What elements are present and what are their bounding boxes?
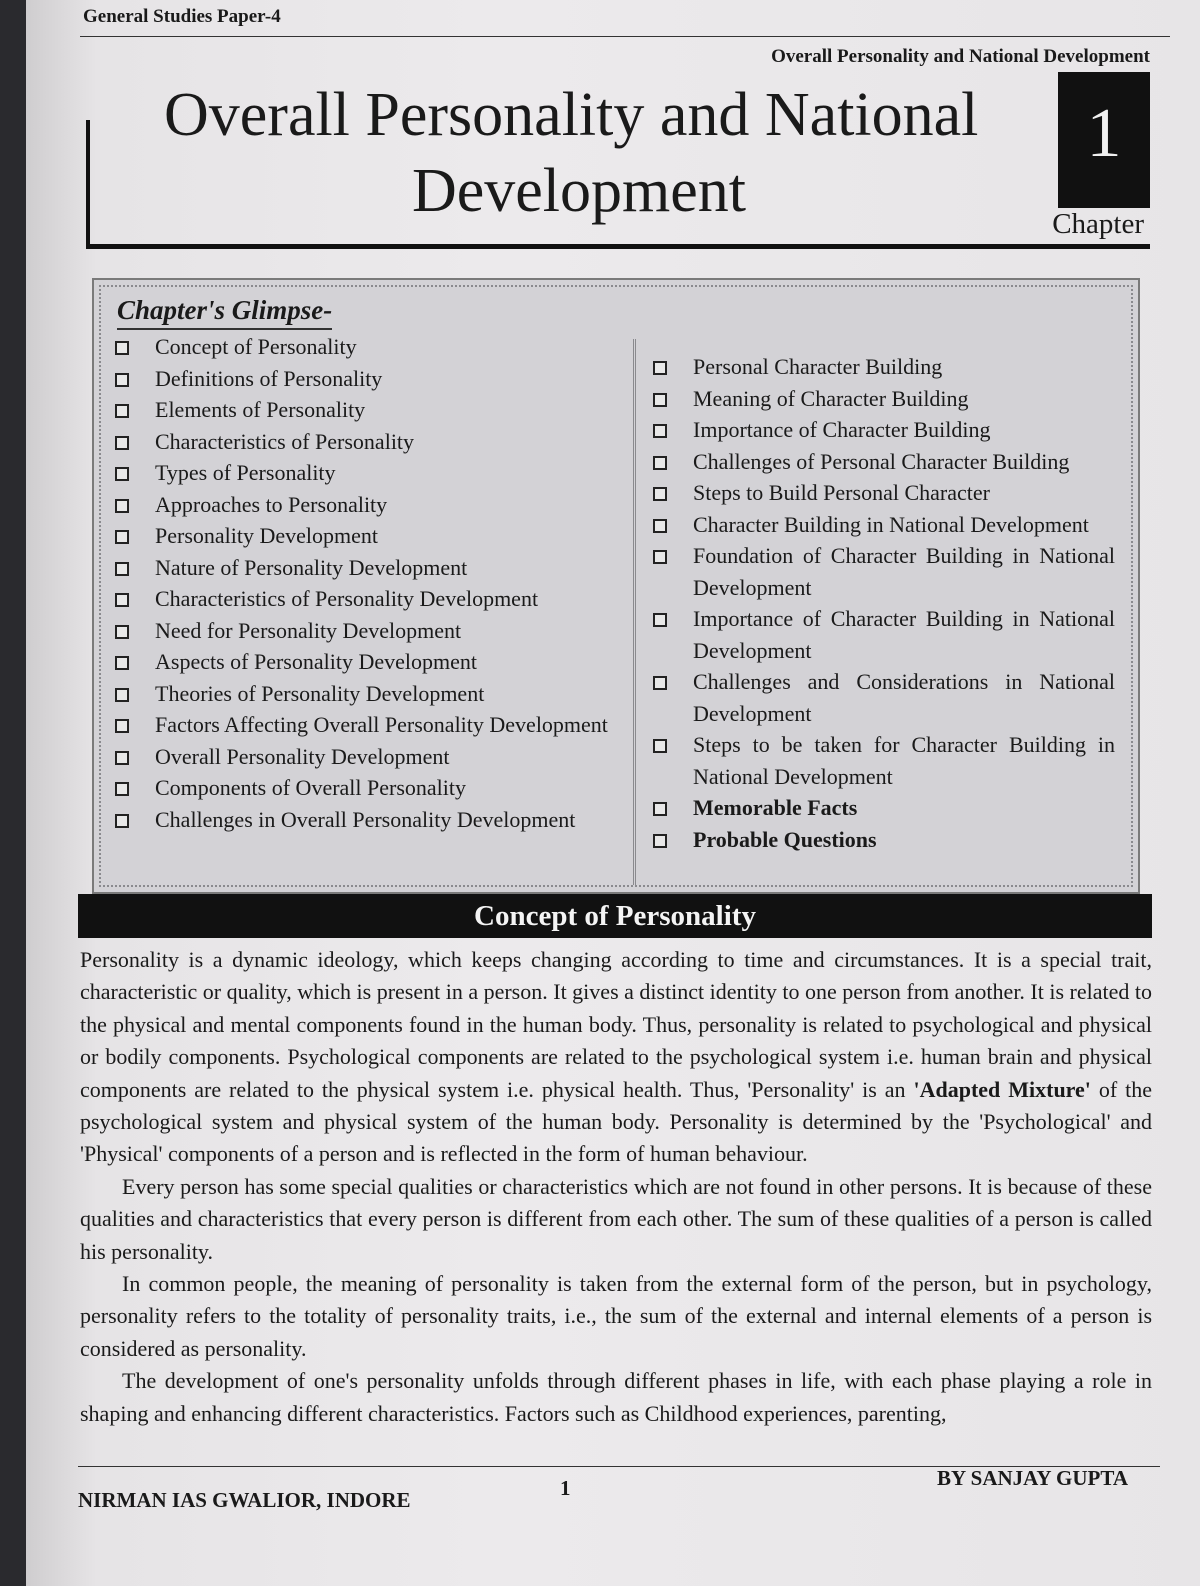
glimpse-list-item	[109, 426, 629, 458]
title-border-bottom	[86, 244, 1150, 249]
glimpse-item-label: Challenges of Personal Character Building	[693, 448, 1070, 474]
glimpse-item-label: Approaches to Personality	[155, 491, 388, 517]
glimpse-item-label: Memorable Facts	[693, 795, 858, 820]
checkbox-bullet-icon	[115, 688, 129, 702]
checkbox-bullet-icon	[115, 404, 129, 418]
glimpse-list-item	[109, 709, 629, 741]
running-header-right: Overall Personality and National Development	[771, 46, 1150, 67]
chapter-label: Chapter	[1052, 208, 1144, 240]
glimpse-list-item	[647, 446, 1115, 478]
chapter-title-line1: Overall Personality and National	[164, 81, 979, 149]
glimpse-item-label: Probable Questions	[693, 826, 877, 852]
checkbox-bullet-icon	[115, 562, 129, 576]
glimpse-list-item	[647, 414, 1115, 446]
checkbox-bullet-icon	[115, 530, 129, 544]
glimpse-list-item	[109, 489, 629, 521]
glimpse-heading: Chapter's Glimpse-	[117, 295, 332, 330]
glimpse-list-item	[109, 615, 629, 647]
glimpse-list-item	[109, 331, 629, 363]
glimpse-item-label: Elements of Personality	[155, 397, 366, 422]
glimpse-item-label: Overall Personality Development	[155, 743, 450, 769]
checkbox-bullet-icon	[115, 341, 129, 355]
title-border-left	[86, 120, 90, 248]
footer-author: BY SANJAY GUPTA	[937, 1466, 1128, 1490]
paragraph-1: Personality is a dynamic ideology, which keeps changing according to time and circumstances. It is a special trait, characteristic or quality, which is present in a person. It gives a distinct identity to one person from another. It is related to the physical and mental components found in the human body. Thus, personality is related to psychological and physical or bodily components. Psychological components are related to the psychological system i.e. human brain and physical components are related to the physical system i.e. physical health. Thus, 'Personality' is an 'Adapted Mixture' of the psychological system and physical system of the human body. Personality is determined by the 'Psychological' and 'Physical' components of a person and is reflected in the form of human behaviour.	[80, 947, 1153, 1167]
glimpse-list-item	[109, 772, 629, 804]
glimpse-item-label: Meaning of Character Building	[693, 385, 969, 411]
highlighted-term: 'Adapted Mixture'	[913, 1076, 1091, 1102]
checkbox-bullet-icon	[653, 424, 667, 438]
glimpse-list-item	[647, 666, 1115, 729]
glimpse-item-label: Factors Affecting Overall Personality Development	[155, 712, 608, 737]
running-header-left: General Studies Paper-4	[83, 6, 281, 27]
checkbox-bullet-icon	[653, 456, 667, 470]
checkbox-bullet-icon	[653, 834, 667, 848]
glimpse-item-label: Challenges in Overall Personality Development	[155, 806, 576, 832]
chapter-title-line2: Development	[412, 157, 747, 225]
glimpse-item-label: Challenges and Considerations in National Development	[693, 669, 1115, 726]
glimpse-list-item	[647, 383, 1115, 415]
checkbox-bullet-icon	[653, 550, 667, 564]
glimpse-item-label: Steps to be taken for Character Building in National Development	[693, 732, 1115, 789]
glimpse-item-label: Personality Development	[155, 523, 379, 548]
glimpse-item-label: Steps to Build Personal Character	[693, 480, 990, 505]
glimpse-item-label: Personal Character Building	[693, 354, 943, 379]
footer-publisher: NIRMAN IAS GWALIOR, INDORE	[78, 1488, 411, 1512]
glimpse-list-item	[109, 678, 629, 710]
glimpse-item-label: Nature of Personality Development	[155, 554, 468, 580]
glimpse-list-item	[109, 363, 629, 395]
glimpse-item-label: Concept of Personality	[155, 334, 357, 359]
glimpse-list-item	[109, 552, 629, 584]
checkbox-bullet-icon	[653, 739, 667, 753]
glimpse-item-label: Components of Overall Personality	[155, 775, 467, 800]
glimpse-item-label: Characteristics of Personality	[155, 428, 415, 454]
checkbox-bullet-icon	[115, 814, 129, 828]
glimpse-list-item	[109, 583, 629, 615]
glimpse-item-label: Characteristics of Personality Development	[155, 586, 539, 611]
page-number: 1	[560, 1476, 571, 1500]
body-text	[80, 944, 1152, 1430]
glimpse-list-left	[109, 331, 629, 835]
glimpse-item-label: Need for Personality Development	[155, 617, 462, 643]
glimpse-list-item	[647, 603, 1115, 666]
glimpse-list-item	[647, 509, 1115, 541]
checkbox-bullet-icon	[115, 751, 129, 765]
glimpse-list-item	[647, 792, 1115, 824]
glimpse-list-item	[647, 351, 1115, 383]
glimpse-item-label: Foundation of Character Building in National Development	[693, 543, 1115, 600]
glimpse-item-label: Types of Personality	[155, 460, 336, 485]
paragraph-3: In common people, the meaning of personality is taken from the external form of the person, but in psychology, personality refers to the totality of personality traits, i.e., the sum of the external and internal elements of a person is considered as personality.	[80, 1271, 1152, 1361]
checkbox-bullet-icon	[653, 802, 667, 816]
checkbox-bullet-icon	[115, 499, 129, 513]
glimpse-list-item	[647, 477, 1115, 509]
glimpse-item-label: Character Building in National Development	[693, 511, 1089, 537]
checkbox-bullet-icon	[115, 593, 129, 607]
checkbox-bullet-icon	[115, 625, 129, 639]
paragraph-2: Every person has some special qualities or characteristics which are not found in other persons. It is because of these qualities and characteristics that every person is different from each other. The sum of these qualities of a person is called his personality.	[80, 1173, 1152, 1264]
chapter-title-block	[86, 80, 1150, 270]
checkbox-bullet-icon	[115, 719, 129, 733]
glimpse-item-label: Importance of Character Building	[693, 417, 991, 442]
glimpse-list-item	[109, 457, 629, 489]
glimpse-item-label: Definitions of Personality	[155, 365, 383, 391]
glimpse-item-label: Importance of Character Building in National Development	[693, 606, 1115, 663]
checkbox-bullet-icon	[653, 676, 667, 690]
checkbox-bullet-icon	[115, 436, 129, 450]
chapter-glimpse-box	[92, 278, 1140, 894]
checkbox-bullet-icon	[115, 373, 129, 387]
checkbox-bullet-icon	[115, 656, 129, 670]
checkbox-bullet-icon	[115, 467, 129, 481]
glimpse-item-label: Theories of Personality Development	[155, 680, 485, 706]
glimpse-inner-frame	[99, 285, 1133, 887]
glimpse-list-item	[647, 540, 1115, 603]
glimpse-item-label: Aspects of Personality Development	[155, 649, 477, 674]
checkbox-bullet-icon	[653, 613, 667, 627]
section-heading: Concept of Personality	[78, 894, 1152, 938]
glimpse-list-item	[109, 646, 629, 678]
glimpse-list-item	[647, 729, 1115, 792]
chapter-number-badge: 1	[1058, 72, 1150, 208]
checkbox-bullet-icon	[653, 361, 667, 375]
checkbox-bullet-icon	[653, 393, 667, 407]
glimpse-list-right	[647, 351, 1115, 855]
glimpse-list-item	[109, 804, 629, 836]
glimpse-list-item	[647, 824, 1115, 856]
column-divider	[633, 339, 636, 885]
header-rule	[80, 36, 1170, 37]
document-page	[26, 0, 1200, 1586]
checkbox-bullet-icon	[115, 782, 129, 796]
glimpse-list-item	[109, 520, 629, 552]
paragraph-4: The development of one's personality unfolds through different phases in life, with each phase playing a role in shaping and enhancing different characteristics. Factors such as Childhood experiences, parenting,	[80, 1368, 1152, 1426]
glimpse-list-item	[109, 741, 629, 773]
checkbox-bullet-icon	[653, 519, 667, 533]
checkbox-bullet-icon	[653, 487, 667, 501]
glimpse-list-item	[109, 394, 629, 426]
